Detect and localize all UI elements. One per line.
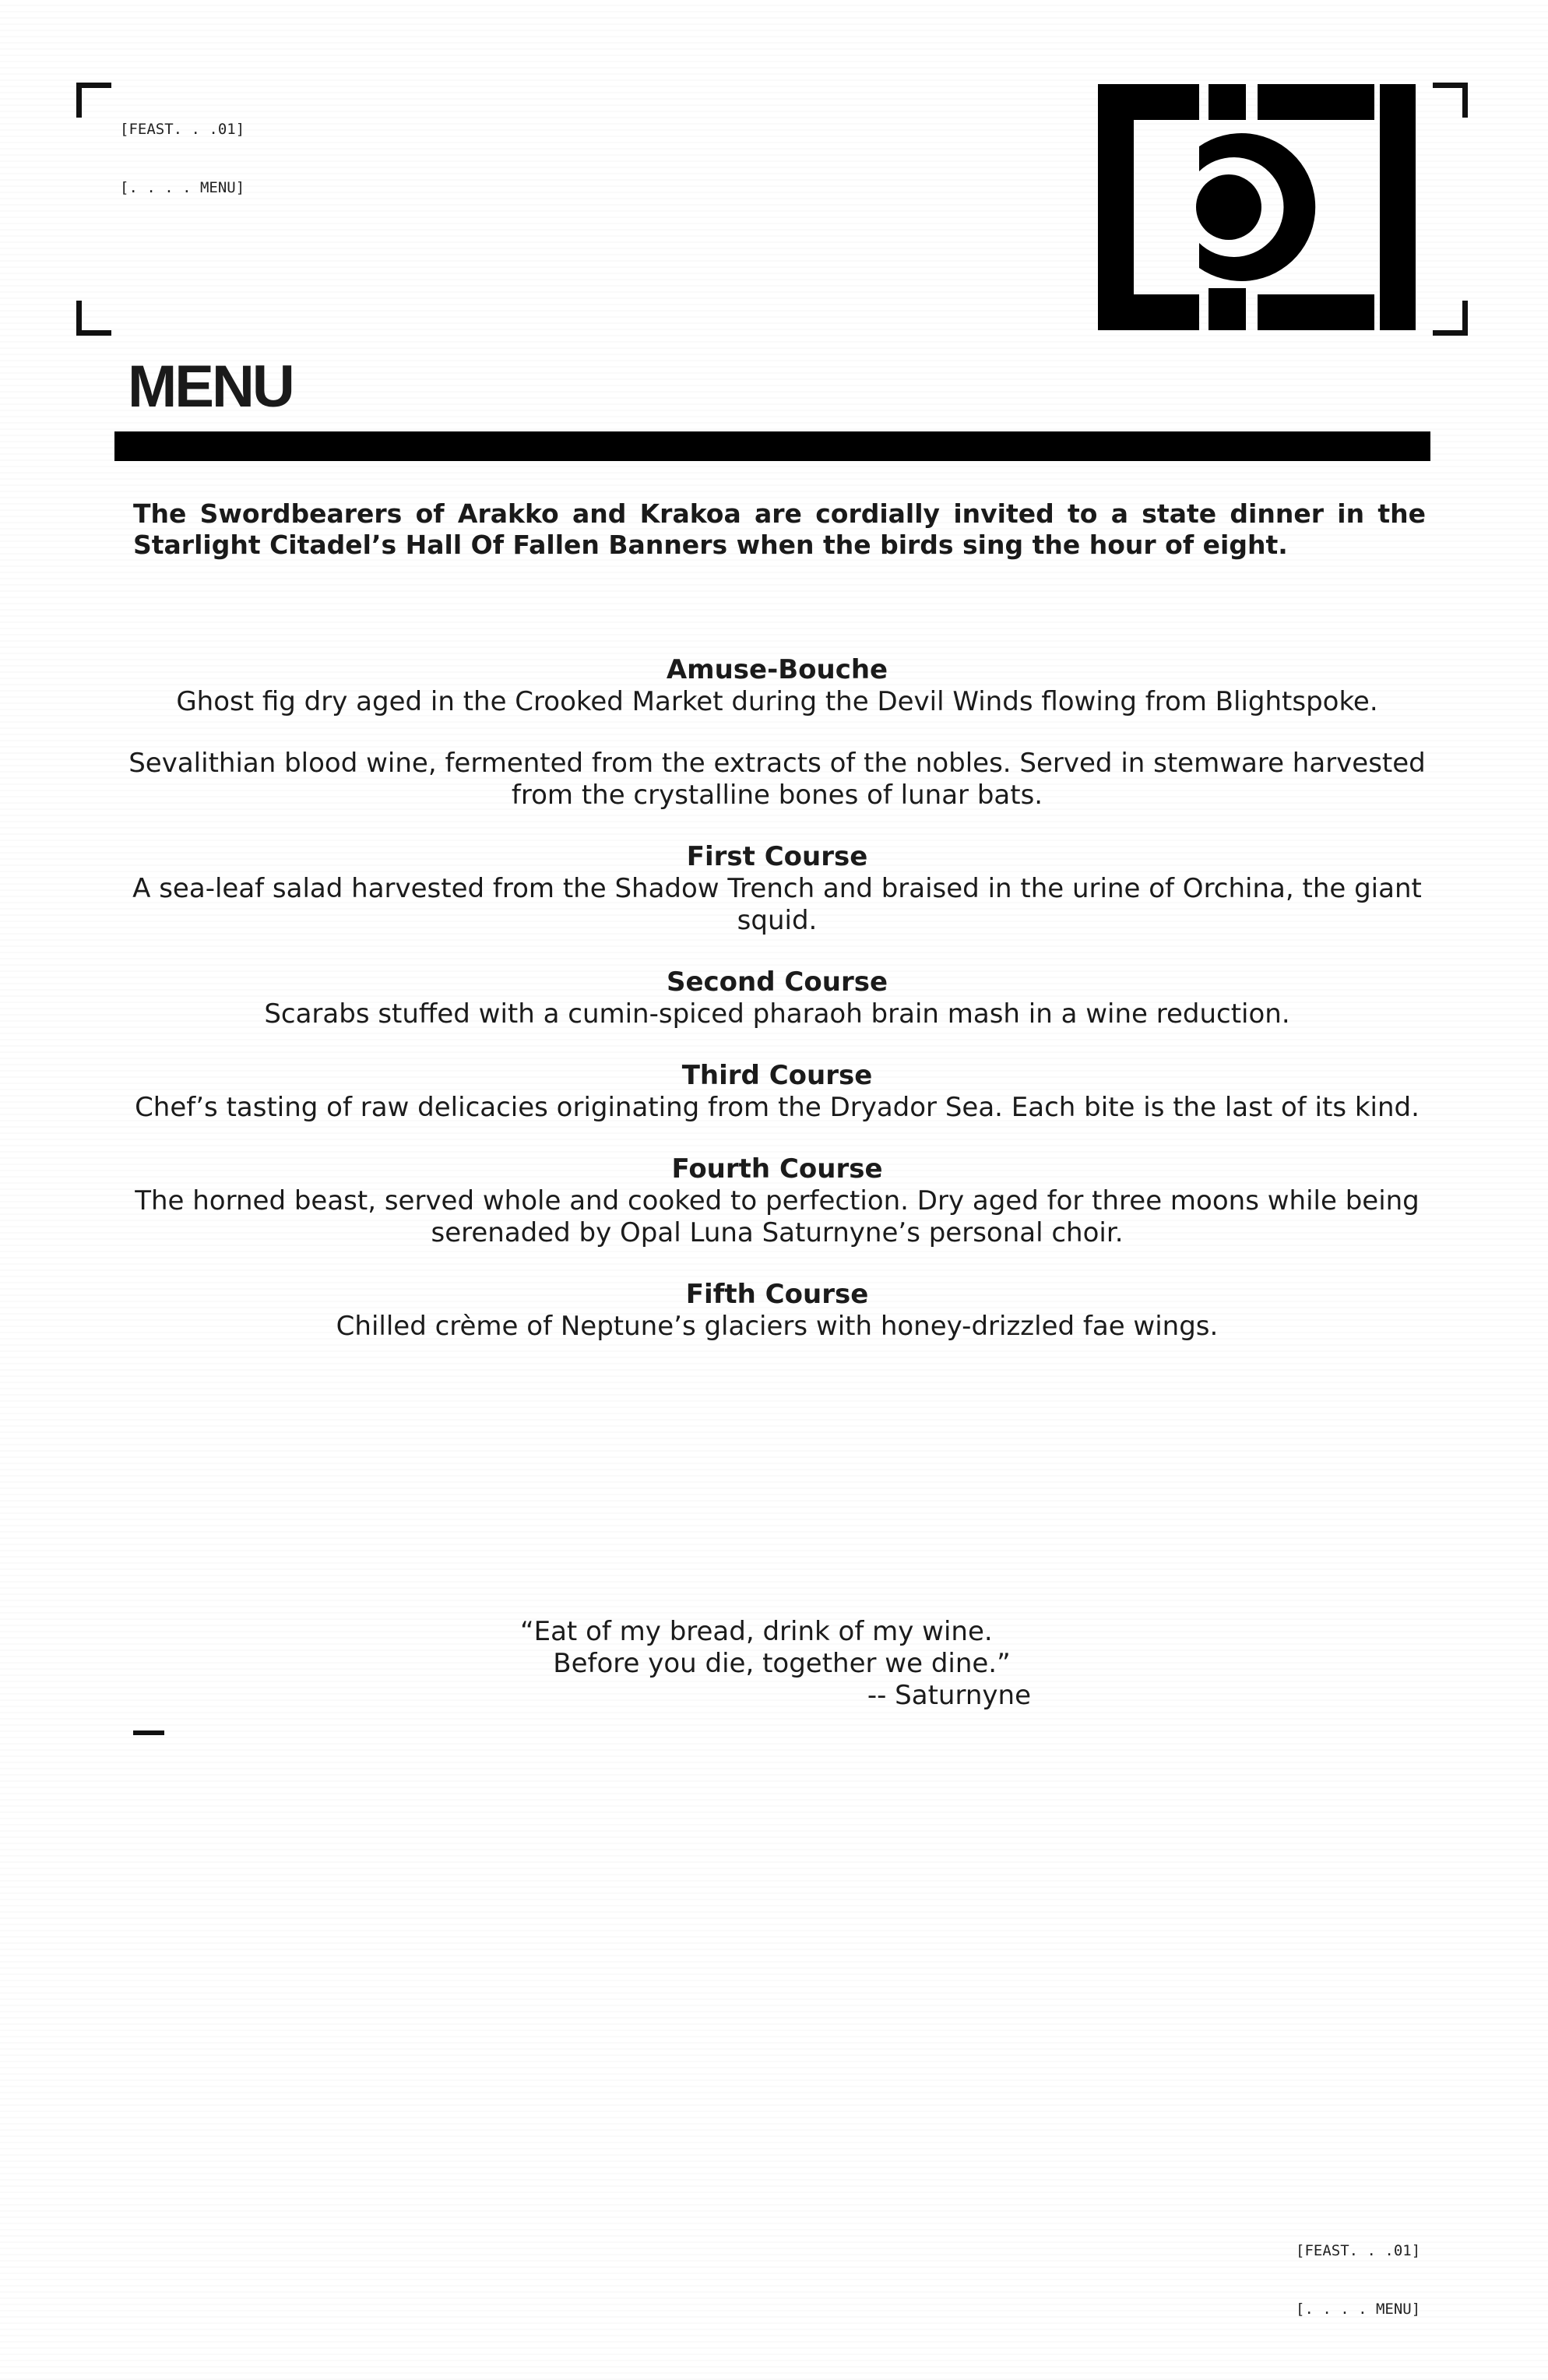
quote-attribution: -- Saturnyne <box>867 1680 1031 1711</box>
course-title: Fourth Course <box>671 1153 883 1185</box>
quote-line-2: Before you die, together we dine.” <box>553 1648 1011 1679</box>
title-rule <box>114 431 1430 461</box>
course-description: The horned beast, served whole and cooked to perfection. Dry aged for three moons while being serenaded by Opal Luna Saturnyne’s personal choir. <box>135 1185 1420 1248</box>
course-description: Chilled crème of Neptune’s glaciers with honey-drizzled fae wings. <box>336 1311 1219 1342</box>
closing-quote <box>520 1616 1031 1712</box>
margin-dash <box>133 1730 164 1735</box>
footer-code-line-2: [. . . . MENU] <box>1296 2301 1421 2318</box>
page-title: MENU <box>128 354 293 420</box>
footer-code-label <box>1296 2202 1420 2358</box>
corner-bracket-top-left <box>76 83 111 118</box>
quote-line-1: “Eat of my bread, drink of my wine. <box>520 1616 993 1647</box>
course-list <box>125 654 1430 1372</box>
course-description: A sea-leaf salad harvested from the Shadow Trench and braised in the urine of Orchina, the giant squid. <box>132 873 1422 936</box>
course-description: Ghost fig dry aged in the Crooked Market during the Devil Winds flowing from Blightspoke. <box>176 686 1378 717</box>
header-code-label <box>120 81 245 237</box>
course-title: First Course <box>686 841 868 872</box>
course-title: Second Course <box>666 966 888 998</box>
invitation-text: The Swordbearers of Arakko and Krakoa are cordially invited to a state dinner in the Starlight Citadel’s Hall Of Fallen Banners when the birds sing the hour of eight. <box>133 498 1426 560</box>
corner-bracket-bottom-right <box>1433 301 1468 336</box>
header-code-line-2: [. . . . MENU] <box>120 179 245 196</box>
course-title: Fifth Course <box>685 1279 869 1310</box>
course-description: Sevalithian blood wine, fermented from the extracts of the nobles. Served in stemware harvested from the crystalline bones of lunar bats. <box>128 748 1426 811</box>
krakoan-glyph-logo-icon <box>1098 84 1416 330</box>
course-title: Amuse-Bouche <box>666 654 888 685</box>
course-fourth <box>125 1153 1430 1249</box>
course-fifth <box>125 1279 1430 1343</box>
course-third <box>125 1060 1430 1124</box>
course-title: Third Course <box>681 1060 873 1091</box>
header-code-line-1: [FEAST. . .01] <box>120 121 245 138</box>
course-first <box>125 841 1430 937</box>
footer-code-line-1: [FEAST. . .01] <box>1296 2242 1421 2259</box>
course-second <box>125 966 1430 1030</box>
course-description: Scarabs stuffed with a cumin-spiced pharaoh brain mash in a wine reduction. <box>264 998 1290 1030</box>
course-amuse-bouche <box>125 654 1430 812</box>
course-description: Chef’s tasting of raw delicacies originating from the Dryador Sea. Each bite is the last of its kind. <box>135 1092 1420 1123</box>
corner-bracket-top-right <box>1433 83 1468 118</box>
corner-bracket-bottom-left <box>76 301 111 336</box>
